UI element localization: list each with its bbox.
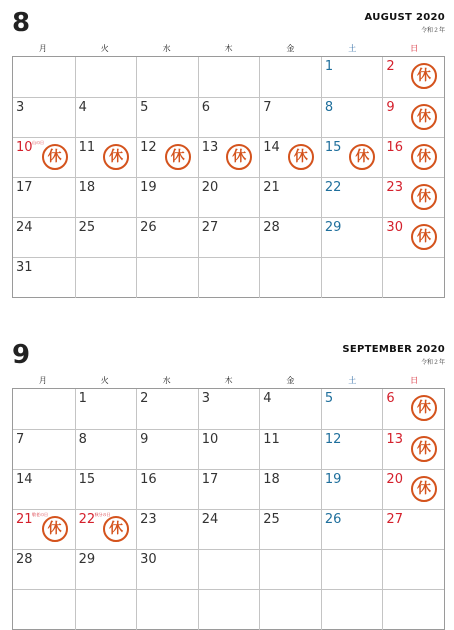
weekday-label: 金: [286, 376, 295, 385]
month-number: 9: [12, 340, 31, 370]
weekday-header: [12, 375, 445, 387]
weekday-label: 土: [348, 44, 357, 53]
holiday-stamp-icon: 休: [411, 224, 437, 250]
day-number: 10: [16, 140, 33, 155]
holiday-stamp-icon: 休: [411, 184, 437, 210]
day-cell[interactable]: [259, 389, 321, 429]
day-cell: [382, 590, 444, 630]
day-cell[interactable]: [382, 389, 444, 429]
weekday-header: [12, 43, 445, 55]
day-number: 30: [140, 552, 157, 567]
month-number: 8: [12, 8, 31, 38]
day-number: 4: [263, 391, 272, 406]
day-cell: [259, 590, 321, 630]
day-cell: [75, 57, 137, 97]
day-cell: [75, 590, 137, 630]
day-cell: [136, 258, 198, 298]
holiday-name: 山の日: [32, 140, 44, 145]
day-cell: [259, 550, 321, 590]
day-number: 16: [386, 140, 403, 155]
weekday-label: 月: [38, 44, 47, 53]
weekday-label: 火: [100, 44, 109, 53]
day-cell[interactable]: [136, 430, 198, 470]
week-row: [13, 469, 444, 509]
day-number: 15: [78, 472, 96, 487]
day-number: 6: [386, 391, 395, 406]
day-cell[interactable]: [321, 57, 383, 97]
week-row: [13, 509, 444, 549]
holiday-stamp-icon: 休: [103, 144, 129, 170]
day-number: 16: [140, 472, 157, 487]
day-cell[interactable]: [259, 98, 321, 138]
day-number: 27: [386, 512, 403, 527]
day-cell: [13, 590, 75, 630]
day-cell: [136, 57, 198, 97]
holiday-stamp-icon: 休: [411, 104, 437, 130]
day-cell[interactable]: [13, 138, 75, 178]
day-cell: [259, 57, 321, 97]
holiday-name: 敬老の日: [32, 512, 48, 517]
week-row: [13, 57, 444, 97]
day-cell[interactable]: [382, 430, 444, 470]
weekday-label: 水: [162, 376, 171, 385]
day-cell[interactable]: [259, 470, 321, 510]
week-row: [13, 429, 444, 469]
day-number: 18: [78, 180, 96, 195]
day-number: 13: [201, 140, 219, 155]
day-number: 7: [263, 100, 272, 115]
weekday-label: 土: [348, 376, 357, 385]
calendar-grid: [12, 56, 445, 298]
weekday-label: 日: [410, 376, 419, 385]
day-number: 21: [16, 512, 33, 527]
day-cell[interactable]: [198, 98, 260, 138]
day-number: 1: [78, 391, 87, 406]
day-number: 17: [201, 472, 219, 487]
holiday-stamp-icon: 休: [42, 144, 68, 170]
day-cell[interactable]: [321, 430, 383, 470]
weekday-label: 木: [224, 44, 233, 53]
day-number: 18: [263, 472, 280, 487]
weekday-label: 火: [100, 376, 109, 385]
day-cell[interactable]: [321, 98, 383, 138]
day-number: 21: [263, 180, 280, 195]
holiday-stamp-icon: 休: [288, 144, 314, 170]
day-number: 27: [201, 220, 219, 235]
day-cell[interactable]: [136, 550, 198, 590]
day-cell[interactable]: [382, 510, 444, 550]
day-cell[interactable]: [13, 178, 75, 218]
day-cell: [198, 550, 260, 590]
week-row: [13, 217, 444, 257]
day-cell: [13, 389, 75, 429]
day-number: 1: [324, 59, 334, 74]
day-number: 28: [263, 220, 280, 235]
day-cell[interactable]: [75, 178, 137, 218]
day-cell[interactable]: [13, 510, 75, 550]
holiday-stamp-icon: 休: [411, 63, 437, 89]
day-cell[interactable]: [198, 389, 260, 429]
day-cell: [382, 258, 444, 298]
day-cell[interactable]: [13, 218, 75, 258]
holiday-stamp-icon: 休: [411, 476, 437, 502]
week-row: [13, 589, 444, 629]
day-number: 6: [201, 100, 210, 115]
era-label: 令和２年: [420, 359, 445, 366]
day-number: 19: [324, 472, 342, 487]
holiday-name: 秋分の日: [94, 512, 111, 517]
day-cell[interactable]: [382, 470, 444, 510]
day-cell: [198, 590, 260, 630]
day-cell[interactable]: [136, 470, 198, 510]
day-number: 20: [201, 180, 219, 195]
day-cell[interactable]: [136, 98, 198, 138]
day-cell: [136, 590, 198, 630]
day-number: 26: [324, 512, 342, 527]
day-number: 2: [386, 59, 395, 74]
day-number: 8: [324, 100, 334, 115]
day-number: 8: [78, 432, 87, 447]
day-cell[interactable]: [13, 550, 75, 590]
day-cell[interactable]: [136, 510, 198, 550]
day-number: 29: [78, 552, 96, 567]
day-cell[interactable]: [75, 138, 137, 178]
holiday-stamp-icon: 休: [411, 436, 437, 462]
weekday-label: 水: [162, 44, 171, 53]
day-number: 12: [324, 432, 342, 447]
day-cell[interactable]: [13, 430, 75, 470]
day-cell[interactable]: [321, 510, 383, 550]
day-number: 25: [78, 220, 96, 235]
day-cell[interactable]: [136, 138, 198, 178]
day-cell: [321, 590, 383, 630]
day-cell[interactable]: [259, 218, 321, 258]
day-number: 11: [263, 432, 280, 447]
holiday-stamp-icon: 休: [411, 395, 437, 421]
day-number: 3: [201, 391, 210, 406]
day-number: 7: [16, 432, 25, 447]
day-number: 19: [140, 180, 157, 195]
week-row: [13, 257, 444, 297]
day-cell[interactable]: [382, 138, 444, 178]
day-cell[interactable]: [198, 470, 260, 510]
day-number: 4: [78, 100, 87, 115]
day-cell: [198, 258, 260, 298]
day-number: 12: [140, 140, 157, 155]
day-cell: [75, 258, 137, 298]
day-cell[interactable]: [259, 178, 321, 218]
day-cell[interactable]: [75, 389, 137, 429]
day-cell[interactable]: [321, 470, 383, 510]
day-number: 23: [140, 512, 157, 527]
day-cell[interactable]: [136, 389, 198, 429]
day-number: 24: [16, 220, 33, 235]
day-cell[interactable]: [321, 218, 383, 258]
day-number: 9: [386, 100, 395, 115]
holiday-stamp-icon: 休: [42, 516, 68, 542]
day-cell[interactable]: [136, 218, 198, 258]
day-cell[interactable]: [75, 550, 137, 590]
day-cell[interactable]: [198, 138, 260, 178]
day-number: 14: [16, 472, 33, 487]
day-number: 22: [78, 512, 96, 527]
day-cell: [198, 57, 260, 97]
day-cell[interactable]: [13, 98, 75, 138]
holiday-stamp-icon: 休: [103, 516, 129, 542]
weekday-label: 日: [410, 44, 419, 53]
day-cell[interactable]: [382, 218, 444, 258]
era-label: 令和２年: [420, 27, 445, 34]
day-number: 10: [201, 432, 219, 447]
day-cell[interactable]: [75, 218, 137, 258]
week-row: [13, 97, 444, 137]
day-number: 15: [324, 140, 342, 155]
day-cell[interactable]: [198, 218, 260, 258]
weekday-label: 月: [38, 376, 47, 385]
day-cell[interactable]: [13, 258, 75, 298]
day-number: 26: [140, 220, 157, 235]
day-cell[interactable]: [198, 510, 260, 550]
week-row: [13, 549, 444, 589]
day-number: 5: [140, 100, 149, 115]
day-cell[interactable]: [75, 98, 137, 138]
day-number: 24: [201, 512, 219, 527]
day-cell[interactable]: [321, 138, 383, 178]
day-cell[interactable]: [259, 510, 321, 550]
day-cell[interactable]: [382, 98, 444, 138]
day-number: 13: [386, 432, 403, 447]
day-cell[interactable]: [75, 430, 137, 470]
day-number: 31: [16, 260, 33, 275]
month-title: AUGUST 2020: [364, 12, 445, 23]
holiday-stamp-icon: 休: [411, 144, 437, 170]
day-number: 23: [386, 180, 403, 195]
day-cell[interactable]: [75, 510, 137, 550]
weekday-label: 木: [224, 376, 233, 385]
day-cell[interactable]: [321, 178, 383, 218]
day-cell[interactable]: [13, 470, 75, 510]
day-cell: [382, 550, 444, 590]
day-cell[interactable]: [75, 470, 137, 510]
day-number: 5: [324, 391, 334, 406]
day-cell[interactable]: [382, 57, 444, 97]
week-row: [13, 177, 444, 217]
day-number: 3: [16, 100, 25, 115]
day-number: 22: [324, 180, 342, 195]
day-cell[interactable]: [198, 178, 260, 218]
day-cell[interactable]: [259, 138, 321, 178]
month-title: SEPTEMBER 2020: [342, 344, 445, 355]
day-number: 29: [324, 220, 342, 235]
day-cell: [259, 258, 321, 298]
day-cell[interactable]: [259, 430, 321, 470]
day-number: 25: [263, 512, 280, 527]
holiday-stamp-icon: 休: [165, 144, 191, 170]
day-number: 14: [263, 140, 280, 155]
day-number: 17: [16, 180, 33, 195]
day-number: 20: [386, 472, 403, 487]
day-number: 9: [140, 432, 149, 447]
day-cell[interactable]: [382, 178, 444, 218]
day-cell: [321, 258, 383, 298]
day-cell[interactable]: [198, 430, 260, 470]
day-cell[interactable]: [321, 389, 383, 429]
week-row: [13, 389, 444, 429]
calendar-grid: [12, 388, 445, 630]
day-number: 2: [140, 391, 149, 406]
day-number: 30: [386, 220, 403, 235]
day-number: 28: [16, 552, 33, 567]
weekday-label: 金: [286, 44, 295, 53]
day-number: 11: [78, 140, 96, 155]
day-cell: [321, 550, 383, 590]
day-cell: [13, 57, 75, 97]
holiday-stamp-icon: 休: [349, 144, 375, 170]
week-row: [13, 137, 444, 177]
holiday-stamp-icon: 休: [226, 144, 252, 170]
day-cell[interactable]: [136, 178, 198, 218]
